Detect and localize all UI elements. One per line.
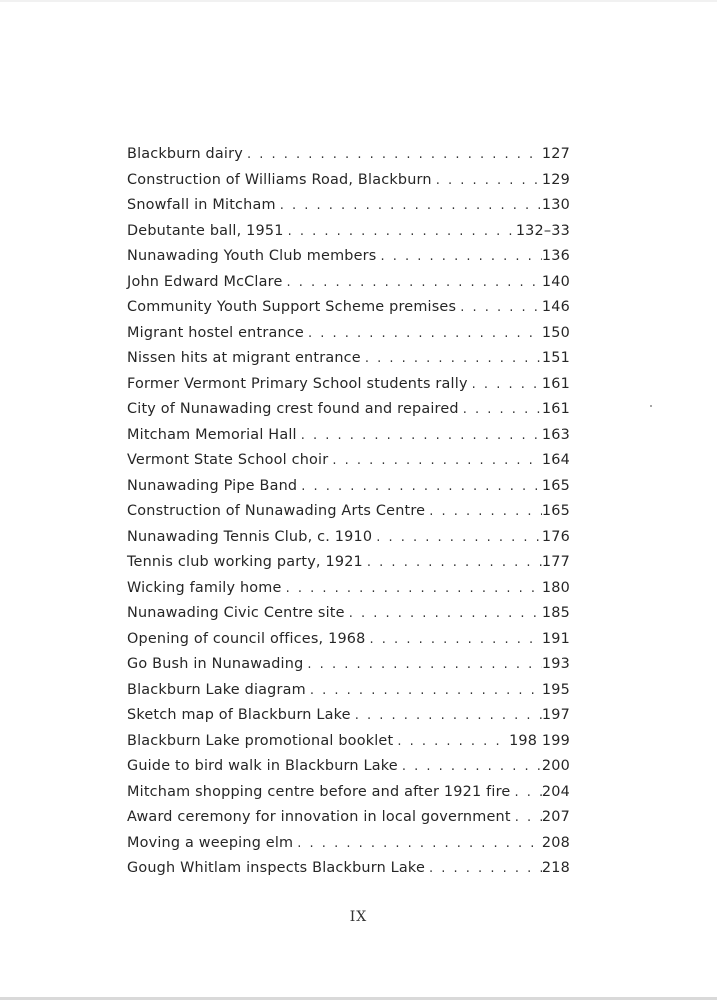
entry-title: Go Bush in Nunawading xyxy=(127,656,304,672)
dot-leader xyxy=(282,576,542,602)
entry-page-number: 150 xyxy=(541,324,570,341)
dot-leader xyxy=(304,321,542,347)
entry-title: Nissen hits at migrant entrance xyxy=(127,350,361,366)
toc-entry xyxy=(127,295,570,321)
toc-entry xyxy=(127,168,570,194)
dot-leader xyxy=(398,754,542,780)
entry-title: Snowfall in Mitcham xyxy=(127,197,276,213)
dot-leader xyxy=(425,499,542,525)
entry-title: Vermont State School choir xyxy=(127,452,329,468)
toc-entry xyxy=(127,499,570,525)
entry-page-number: 185 xyxy=(541,605,570,621)
toc-entry xyxy=(127,193,570,219)
toc-entry xyxy=(127,754,570,780)
toc-entry xyxy=(127,346,570,372)
dot-leader xyxy=(425,856,542,882)
entry-title: Blackburn Lake diagram xyxy=(127,681,306,698)
toc-entry xyxy=(127,627,570,653)
dot-leader xyxy=(361,346,542,372)
entry-page-number: 195 xyxy=(541,681,570,698)
toc-entry xyxy=(127,576,570,602)
entry-page-number: 129 xyxy=(541,171,570,188)
dot-leader xyxy=(372,525,542,551)
entry-page-number: 207 xyxy=(541,809,570,825)
entry-page-number: 130 xyxy=(541,197,570,213)
entry-page-number: 164 xyxy=(541,452,570,468)
dot-leader xyxy=(351,703,542,729)
dot-leader xyxy=(366,627,542,653)
entry-title: Migrant hostel entrance xyxy=(127,324,304,341)
entry-title: Community Youth Support Scheme premises xyxy=(127,299,457,315)
entry-title: Gough Whitlam inspects Blackburn Lake xyxy=(127,860,425,876)
entry-title: Nunawading Tennis Club, c. 1910 xyxy=(127,528,373,545)
entry-title: Mitcham Memorial Hall xyxy=(127,426,297,443)
dot-leader xyxy=(345,601,542,627)
entry-title: Nunawading Youth Club members xyxy=(127,248,377,264)
dot-leader xyxy=(303,652,542,678)
dot-leader xyxy=(459,397,542,423)
dot-leader xyxy=(297,423,542,449)
toc-entry xyxy=(127,678,570,704)
entry-title: Former Vermont Primary School students rally xyxy=(127,375,468,392)
entry-page-number: 177 xyxy=(541,554,570,570)
entry-page-number: 208 xyxy=(541,834,570,851)
toc-entry xyxy=(127,244,570,270)
entry-title: John Edward McClare xyxy=(127,273,283,290)
page-number: IX xyxy=(349,909,368,925)
entry-page-number: 198 199 xyxy=(509,732,570,749)
paper-speck xyxy=(650,405,652,407)
entry-title: Mitcham shopping centre before and after 1921 fire xyxy=(127,783,511,800)
dot-leader xyxy=(363,550,542,576)
dot-leader xyxy=(328,448,542,474)
entry-page-number: 176 xyxy=(541,528,570,545)
toc-entry xyxy=(127,448,570,474)
entry-title: Tennis club working party, 1921 xyxy=(127,554,363,570)
page-top-edge xyxy=(0,0,717,2)
toc-entry xyxy=(127,372,570,398)
toc-entry xyxy=(127,703,570,729)
dot-leader xyxy=(243,142,542,168)
toc-entry xyxy=(127,601,570,627)
entry-page-number: 200 xyxy=(541,758,570,774)
toc-entry xyxy=(127,729,570,755)
toc-entry xyxy=(127,780,570,806)
entry-title: Award ceremony for innovation in local government xyxy=(127,809,511,825)
entry-title: Blackburn dairy xyxy=(127,146,243,162)
toc-entry xyxy=(127,550,570,576)
entry-page-number: 146 xyxy=(541,299,570,315)
entry-page-number: 140 xyxy=(541,273,570,290)
entry-page-number: 218 xyxy=(541,860,570,876)
entry-title: Moving a weeping elm xyxy=(127,834,294,851)
entry-page-number: 165 xyxy=(541,477,570,494)
dot-leader xyxy=(306,678,542,704)
entry-title: Construction of Williams Road, Blackburn xyxy=(127,171,432,188)
entry-page-number: 161 xyxy=(541,401,570,417)
entry-page-number: 180 xyxy=(541,579,570,596)
dot-leader xyxy=(293,831,542,857)
entry-page-number: 197 xyxy=(541,707,570,723)
toc-entry xyxy=(127,856,570,882)
entry-page-number: 127 xyxy=(541,146,570,162)
entry-title: Construction of Nunawading Arts Centre xyxy=(127,503,426,519)
dot-leader xyxy=(276,193,542,219)
dot-leader xyxy=(510,780,541,806)
entry-title: Opening of council offices, 1968 xyxy=(127,630,366,647)
entry-title: City of Nunawading crest found and repaired xyxy=(127,401,459,417)
entry-title: Nunawading Pipe Band xyxy=(127,477,298,494)
dot-leader xyxy=(468,372,542,398)
entry-page-number: 163 xyxy=(541,426,570,443)
entry-page-number: 132–33 xyxy=(515,222,570,239)
toc-entry xyxy=(127,525,570,551)
entry-title: Sketch map of Blackburn Lake xyxy=(127,707,351,723)
toc-entry xyxy=(127,831,570,857)
illustrations-list xyxy=(127,142,570,882)
toc-entry xyxy=(127,474,570,500)
toc-entry xyxy=(127,321,570,347)
entry-page-number: 191 xyxy=(541,630,570,647)
toc-entry xyxy=(127,219,570,245)
toc-entry xyxy=(127,652,570,678)
entry-page-number: 136 xyxy=(541,248,570,264)
entry-page-number: 204 xyxy=(541,783,570,800)
dot-leader xyxy=(511,805,542,831)
toc-entry xyxy=(127,142,570,168)
dot-leader xyxy=(432,168,542,194)
entry-title: Nunawading Civic Centre site xyxy=(127,605,345,621)
entry-title: Blackburn Lake promotional booklet xyxy=(127,732,394,749)
dot-leader xyxy=(284,219,516,245)
toc-entry xyxy=(127,423,570,449)
entry-page-number: 151 xyxy=(541,350,570,366)
entry-page-number: 165 xyxy=(541,503,570,519)
entry-page-number: 161 xyxy=(541,375,570,392)
toc-entry xyxy=(127,270,570,296)
dot-leader xyxy=(393,729,509,755)
entry-title: Wicking family home xyxy=(127,579,282,596)
toc-entry xyxy=(127,805,570,831)
entry-page-number: 193 xyxy=(541,656,570,672)
toc-entry xyxy=(127,397,570,423)
entry-title: Guide to bird walk in Blackburn Lake xyxy=(127,758,398,774)
entry-title: Debutante ball, 1951 xyxy=(127,222,284,239)
dot-leader xyxy=(297,474,542,500)
dot-leader xyxy=(283,270,542,296)
dot-leader xyxy=(456,295,542,321)
dot-leader xyxy=(376,244,541,270)
